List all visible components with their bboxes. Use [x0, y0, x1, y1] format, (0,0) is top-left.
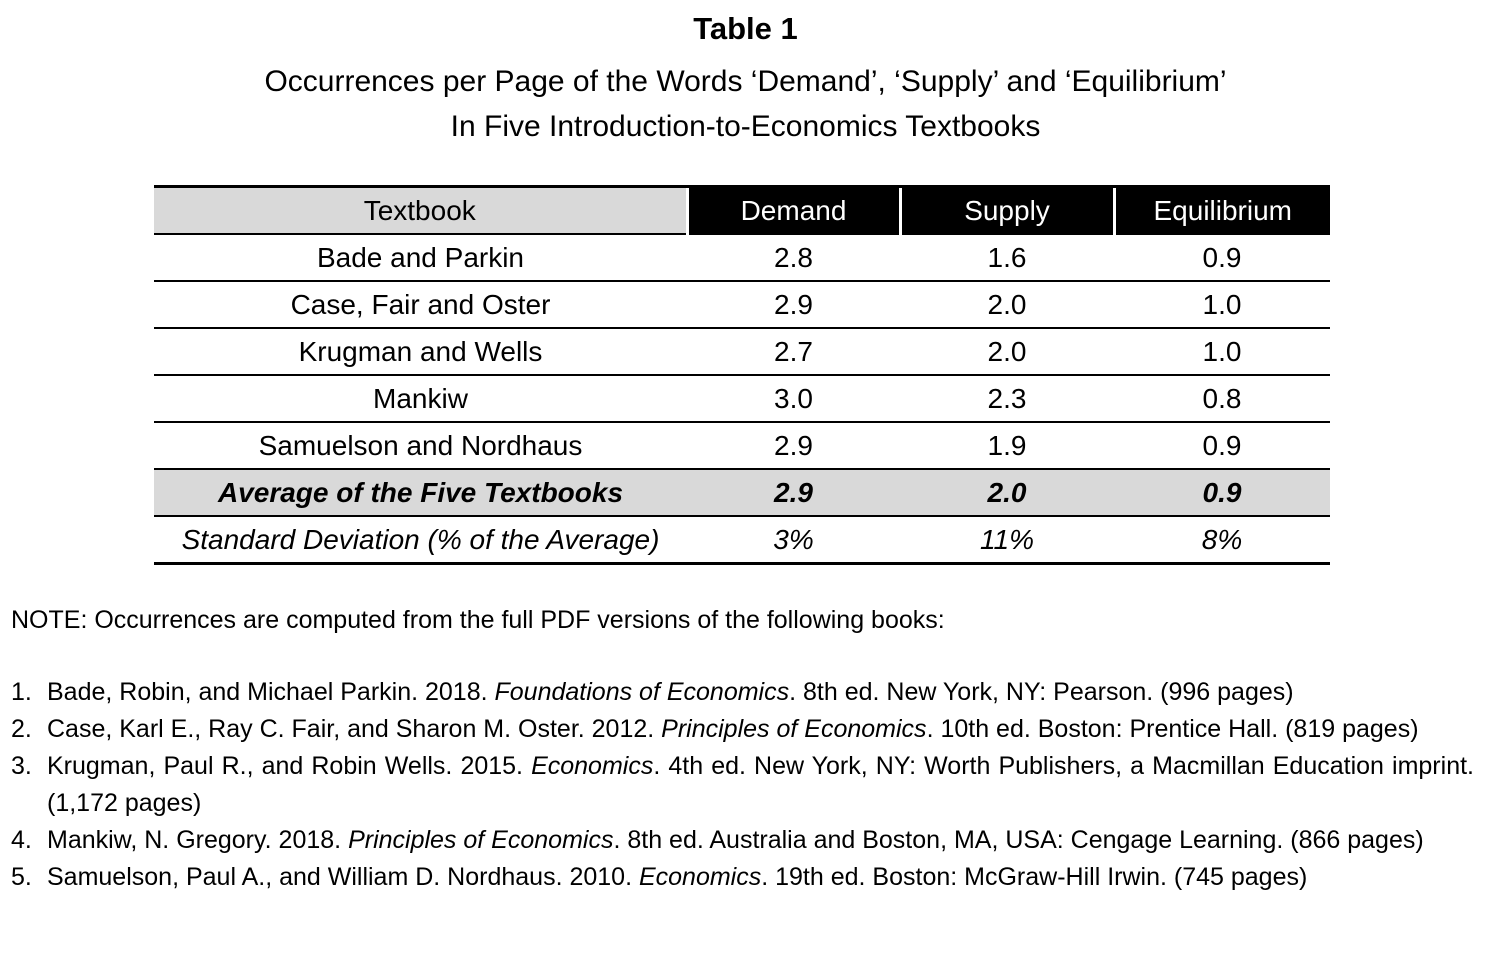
reference-details: . 8th ed. New York, NY: Pearson. (996 pages): [789, 678, 1294, 706]
reference-authors: Samuelson, Paul A., and William D. Nordhaus. 2010.: [47, 863, 639, 891]
average-label: Average of the Five Textbooks: [154, 469, 687, 516]
table-header-row: [154, 187, 1330, 235]
reference-details: . 10th ed. Boston: Prentice Hall. (819 pages): [926, 715, 1419, 743]
demand-cell: 2.9: [687, 281, 900, 328]
column-header-demand: Demand: [687, 187, 900, 235]
equilibrium-cell: 0.9: [1114, 422, 1330, 469]
textbook-cell: Mankiw: [154, 375, 687, 422]
reference-item: [0, 674, 1474, 711]
supply-cell: 2.0: [900, 328, 1114, 375]
supply-cell: 2.0: [900, 281, 1114, 328]
reference-number: 2.: [11, 715, 32, 743]
reference-number: 5.: [11, 863, 32, 891]
demand-cell: 2.8: [687, 234, 900, 281]
textbook-cell: Krugman and Wells: [154, 328, 687, 375]
std-dev-equilibrium: 8%: [1114, 516, 1330, 564]
equilibrium-cell: 0.9: [1114, 234, 1330, 281]
reference-title: Economics: [638, 863, 762, 891]
reference-number: 1.: [11, 678, 32, 706]
reference-item: [0, 859, 1474, 896]
supply-cell: 2.3: [900, 375, 1114, 422]
table-subtitle-line-1: Occurrences per Page of the Words ‘Demand’, ‘Supply’ and ‘Equilibrium’: [264, 65, 1227, 98]
source-note: NOTE: Occurrences are computed from the full PDF versions of the following books:: [11, 606, 945, 634]
average-row: [154, 469, 1330, 516]
table-row: [154, 328, 1330, 375]
reference-authors: Bade, Robin, and Michael Parkin. 2018.: [47, 678, 495, 706]
reference-authors: Case, Karl E., Ray C. Fair, and Sharon M. Oster. 2012.: [47, 715, 662, 743]
demand-cell: 3.0: [687, 375, 900, 422]
reference-title: Principles of Economics: [348, 826, 614, 854]
table-row: [154, 375, 1330, 422]
textbook-cell: Case, Fair and Oster: [154, 281, 687, 328]
equilibrium-cell: 0.8: [1114, 375, 1330, 422]
reference-item: [0, 711, 1474, 748]
supply-cell: 1.6: [900, 234, 1114, 281]
equilibrium-cell: 1.0: [1114, 281, 1330, 328]
table-row: [154, 422, 1330, 469]
table-row: [154, 234, 1330, 281]
reference-number: 4.: [11, 826, 32, 854]
reference-title: Foundations of Economics: [494, 678, 790, 706]
occurrences-table: [154, 185, 1330, 565]
reference-item: [0, 748, 1474, 822]
table-row: [154, 281, 1330, 328]
reference-details: . 4th ed. New York, NY: Worth Publishers, a Macmillan Education imprint. (1,172 pages): [47, 752, 1474, 817]
average-demand: 2.9: [687, 469, 900, 516]
reference-details: . 19th ed. Boston: McGraw-Hill Irwin. (745 pages): [761, 863, 1308, 891]
reference-list: [0, 674, 1474, 896]
reference-authors: Mankiw, N. Gregory. 2018.: [47, 826, 349, 854]
reference-authors: Krugman, Paul R., and Robin Wells. 2015.: [47, 752, 532, 780]
reference-details: . 8th ed. Australia and Boston, MA, USA: Cengage Learning. (866 pages): [613, 826, 1424, 854]
average-supply: 2.0: [900, 469, 1114, 516]
reference-title: Principles of Economics: [661, 715, 927, 743]
reference-number: 3.: [11, 752, 32, 780]
supply-cell: 1.9: [900, 422, 1114, 469]
std-dev-demand: 3%: [687, 516, 900, 564]
column-header-equilibrium: Equilibrium: [1114, 187, 1330, 235]
std-dev-label: Standard Deviation (% of the Average): [154, 516, 687, 564]
average-equilibrium: 0.9: [1114, 469, 1330, 516]
std-dev-row: [154, 516, 1330, 564]
reference-item: [0, 822, 1474, 859]
textbook-cell: Samuelson and Nordhaus: [154, 422, 687, 469]
column-header-textbook: Textbook: [154, 187, 687, 235]
table-subtitle-line-2: In Five Introduction-to-Economics Textbooks: [450, 110, 1041, 143]
equilibrium-cell: 1.0: [1114, 328, 1330, 375]
column-header-supply: Supply: [900, 187, 1114, 235]
demand-cell: 2.9: [687, 422, 900, 469]
textbook-cell: Bade and Parkin: [154, 234, 687, 281]
table-title: Table 1: [693, 11, 798, 46]
demand-cell: 2.7: [687, 328, 900, 375]
reference-title: Economics: [531, 752, 654, 780]
std-dev-supply: 11%: [900, 516, 1114, 564]
